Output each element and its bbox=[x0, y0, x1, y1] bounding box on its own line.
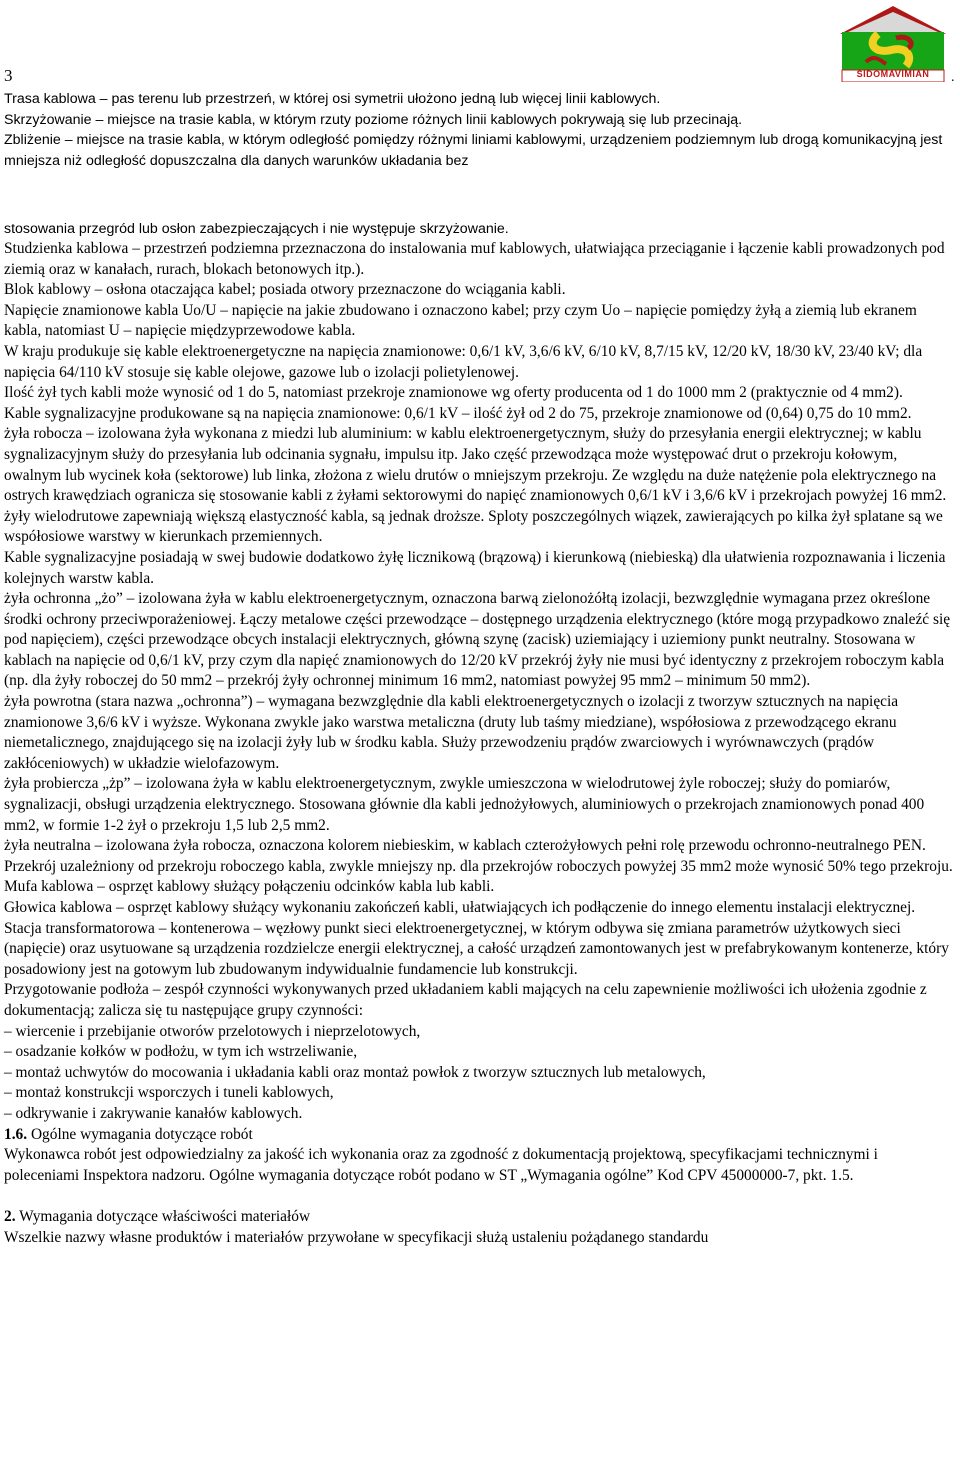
section-title: Ogólne wymagania dotyczące robót bbox=[27, 1125, 253, 1143]
paragraph: Studzienka kablowa – przestrzeń podziemna przeznaczona do instalowania muf kablowych, ułatwiająca przeciąganie i łączenie kabli prowadzonych pod ziemią oraz w kanałach, rurach, blokach betonowych itp.). bbox=[4, 240, 945, 278]
definitions-block-1 bbox=[4, 89, 954, 171]
section-title: Wymagania dotyczące właściwości materiałów bbox=[15, 1207, 311, 1225]
section-number: 1.6. bbox=[4, 1125, 28, 1143]
list-item: – montaż uchwytów do mocowania i układania kabli oraz montaż powłok z tworzyw sztucznych lub metalowych, bbox=[4, 1063, 706, 1081]
paragraph: Ilość żył tych kabli może wynosić od 1 do 5, natomiast przekroje znamionowe wg oferty producenta od 1 do 1000 mm 2 (praktycznie od 4 mm2). bbox=[4, 384, 903, 402]
company-logo bbox=[836, 4, 950, 82]
list-item: – wiercenie i przebijanie otworów przelotowych i nieprzelotowych, bbox=[4, 1022, 421, 1040]
definitions-block-2-first-line bbox=[4, 219, 954, 240]
logo-text: SIDOMAVIMIAN bbox=[856, 69, 930, 79]
paragraph: żyła neutralna – izolowana żyła robocza, oznaczona kolorem niebieskim, w kablach czterożyłowych pełni rolę przewodu ochronno-neutralnego PEN. Przekrój uzależniony od przekroju roboczego kabla, zwykle mniejszy np. dla przekrojów roboczych powyżej 35 mm2 może wynosić 50% tego przekroju. bbox=[4, 837, 953, 875]
paragraph: Stacja transformatorowa – kontenerowa – węzłowy punkt sieci elektroenergetycznej, w którym odbywa się zmiana parametrów użytkowych sieci (napięcie) oraz usytuowane są urządzenia rozdzielcze energii elektrycznej, a całość urządzeń zamontowanych jest w prefabrykowanym kontenerze, który posadowiony jest na gotowym lub zbudowanym indywidualnie fundamencie lub konstrukcji. bbox=[4, 919, 949, 978]
paragraph: Głowica kablowa – osprzęt kablowy służący wykonaniu zakończeń kabli, ułatwiających ich podłączenie do innego elementu instalacji elektrycznej. bbox=[4, 899, 916, 916]
paragraph: Trasa kablowa – pas terenu lub przestrzeń, w której osi symetrii ułożono jedną lub więcej linii kablowych. bbox=[4, 91, 661, 107]
paragraph: W kraju produkuje się kable elektroenergetyczne na napięcia znamionowe: 0,6/1 kV, 3,6/6 kV, 6/10 kV, 8,7/15 kV, 12/20 kV, 18/30 kV, 23/40 kV; dla napięcia 64/110 kV stosuje się kable olejowe, gazowe lub o izolacji polietylenowej. bbox=[4, 342, 923, 381]
spacer bbox=[4, 1186, 954, 1207]
section-heading-1-6 bbox=[4, 1125, 954, 1146]
paragraph: żyła powrotna (stara nazwa „ochronna”) – wymagana bezwzględnie dla kabli elektroenergetycznych o izolacji z tworzyw sztucznych na napięcia znamionowe 3,6/6 kV i wyższe. Wykonana zwykle jako warstwa metaliczna (druty lub taśmy miedziane), współosiowa z przewodzącego ekranu niemetalicznego, znajdującego się na izolacji żyły lub w środku kabla. Służy przewodzeniu prądów zwarciowych i wyrównawczych (prądów zakłóceniowych) w układzie wielofazowym. bbox=[4, 693, 899, 772]
definitions-block-2 bbox=[4, 239, 954, 1248]
list-item: – osadzanie kołków w podłożu, w tym ich wstrzeliwanie, bbox=[4, 1043, 358, 1061]
paragraph: Mufa kablowa – osprzęt kablowy służący połączeniu odcinków kabla lub kabli. bbox=[4, 878, 495, 896]
paragraph: Blok kablowy – osłona otaczająca kabel; posiada otwory przeznaczone do wciągania kabli. bbox=[4, 281, 566, 299]
paragraph: Przygotowanie podłoża – zespół czynności wykonywanych przed układaniem kabli mających na celu zapewnienie możliwości ich ułożenia zgodnie z dokumentacją; zalicza się tu następujące grupy czynności: bbox=[4, 981, 927, 1019]
paragraph: Kable sygnalizacyjne produkowane są na napięcia znamionowe: 0,6/1 kV – ilość żył od 2 do 75, przekroje znamionowe od (0,64) 0,75 do 10 mm2. bbox=[4, 404, 912, 422]
paragraph: żyła ochronna „żo” – izolowana żyła w kablu elektroenergetycznym, oznaczona barwą zielonożółtą izolacji, bezwzględnie wymagana przez określone środki ochrony przeciwporażeniowej. Łączy metalowe części przewodzące – dostępnego urządzenia elektrycznego (które mogą przypadkowo znaleźć się pod napięciem), części przewodzące obcych instalacji elektrycznych, główną szynę (zacisk) uziemiający i uziemiony punkt neutralny. Stosowana w kablach na napięcie od 0,6/1 kV, przy czym dla napięć znamionowych do 12/20 kV przekrój żyły nie musi być identyczny z przekrojem roboczym kabla (np. dla żyły roboczej do 50 mm2 – przekrój żyły ochronnej minimum 16 mm2, natomiast powyżej 95 mm2 – minimum 50 mm2). bbox=[4, 590, 951, 690]
section-number: 2. bbox=[4, 1207, 16, 1225]
section-heading-2 bbox=[4, 1207, 954, 1228]
paragraph: żyła probiercza „żp” – izolowana żyła w kablu elektroenergetycznym, zwykle umieszczona w wielodrutowej żyle roboczej; służy do pomiarów, sygnalizacji, obsługi urządzenia elektrycznego. Stosowana głównie dla kabli jednożyłowych, aluminiowych o przekrojach znamionowych ponad 400 mm2, w formie 1-2 żył o przekroju 1,5 lub 2,5 mm2. bbox=[4, 775, 925, 834]
page-number: 3 bbox=[4, 66, 13, 85]
paragraph: stosowania przegród lub osłon zabezpieczających i nie występuje skrzyżowanie. bbox=[4, 221, 509, 237]
paragraph: Wszelkie nazwy własne produktów i materiałów przywołane w specyfikacji służą ustaleniu pożądanego standardu bbox=[4, 1228, 709, 1246]
list-item: – odkrywanie i zakrywanie kanałów kablowych. bbox=[4, 1104, 303, 1122]
paragraph: Wykonawca robót jest odpowiedzialny za jakość ich wykonania oraz za zgodność z dokumentacją projektową, specyfikacjami technicznymi i poleceniami Inspektora nadzoru. Ogólne wymagania dotyczące robót podano w ST „Wymagania ogólne” Kod CPV 45000000-7, pkt. 1.5. bbox=[4, 1146, 878, 1184]
corner-dot: . bbox=[951, 70, 955, 85]
paragraph: Zbliżenie – miejsce na trasie kabla, w którym odległość pomiędzy różnymi liniami kablowymi, urządzeniem podziemnym lub drogą komunikacyjną jest mniejsza niż odległość dopuszczalna dla danych warunków układania bez bbox=[4, 132, 943, 169]
paragraph: Kable sygnalizacyjne posiadają w swej budowie dodatkowo żyłę licznikową (brązową) i kierunkową (niebieską) dla ułatwienia rozpoznawania i liczenia kolejnych warstw kabla. bbox=[4, 548, 946, 587]
paragraph: żyła robocza – izolowana żyła wykonana z miedzi lub aluminium: w kablu elektroenergetycznym, służy do przesyłania energii elektrycznej; w kablu sygnalizacyjnym służy do przesyłania lub odcinania sygnału, impulsu itp. Jako część przewodząca może występować drut o przekroju kołowym, owalnym lub wycinek koła (sektorowe) lub linka, złożona z wielu drutów o mniejszym przekroju. Ze względu na duże natężenie pola elektrycznego na ostrych krawędziach ogranicza się stosowanie kabli z żyłami sektorowymi do napięć znamionowych 0,6/1 kV i 3,6/6 kV i przekrojach powyżej 16 mm2. żyły wielodrutowe zapewniają większą elastyczność kabla, są jednak droższe. Sploty poszczególnych wiązek, zawierających po kilka żył splatane są we współosiowe warstwy w kierunkach przemiennych. bbox=[4, 425, 947, 546]
paragraph: Skrzyżowanie – miejsce na trasie kabla, w którym rzuty poziome różnych linii kablowych pokrywają się lub przecinają. bbox=[4, 111, 743, 128]
list-item: – montaż konstrukcji wsporczych i tuneli kablowych, bbox=[4, 1084, 334, 1102]
paragraph: Napięcie znamionowe kabla Uo/U – napięcie na jakie zbudowano i oznaczono kabel; przy czym Uo – napięcie pomiędzy żyłą a ziemią lub ekranem kabla, natomiast U – napięcie międzyprzewodowe kabla. bbox=[4, 301, 917, 340]
